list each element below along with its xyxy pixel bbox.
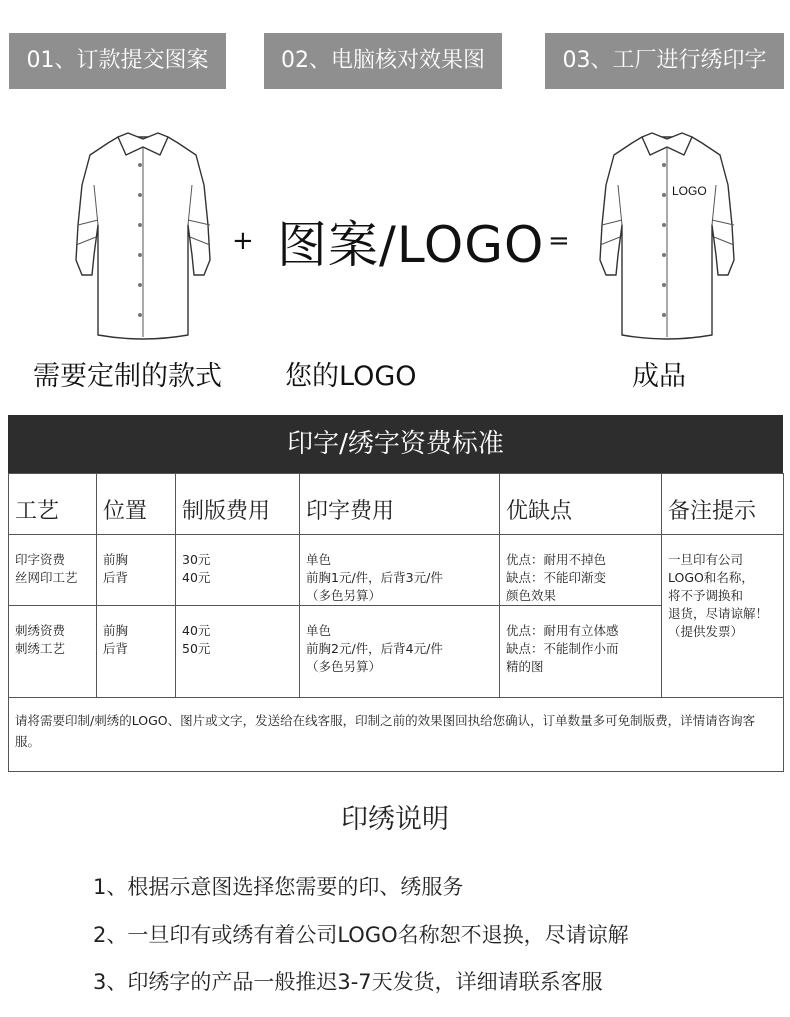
fee-table <box>8 473 784 772</box>
cell-pros-cons: 优点：耐用不掉色 缺点：不能印渐变 颜色效果 <box>500 535 662 606</box>
guide-item-1: 1、根据示意图选择您需要的印、绣服务 <box>93 875 464 899</box>
header-pros-cons: 优缺点 <box>500 474 662 535</box>
header-remark: 备注提示 <box>662 474 784 535</box>
cell-pros-cons: 优点：耐用有立体感 缺点：不能制作小而 精的图 <box>500 606 662 698</box>
guide-title: 印绣说明 <box>341 804 449 835</box>
caption-custom-style: 需要定制的款式 <box>33 361 222 392</box>
cell-print-fee: 单色 前胸1元/件，后背3元/件 （多色另算） <box>300 535 500 606</box>
process-steps <box>0 33 790 89</box>
step-2-banner: 02、电脑核对效果图 <box>264 33 502 89</box>
cell-plate-fee: 40元 50元 <box>176 606 300 698</box>
plus-sign: + <box>232 226 254 256</box>
shirt-logo-text: LOGO <box>672 184 707 198</box>
equals-sign: = <box>548 226 570 256</box>
guide-item-3: 3、印绣字的产品一般推迟3-7天发货，详细请联系客服 <box>93 970 603 994</box>
caption-finished-product: 成品 <box>632 361 686 392</box>
cell-print-fee: 单色 前胸2元/件，后背4元/件 （多色另算） <box>300 606 500 698</box>
table-row <box>9 535 784 606</box>
cell-remark: 一旦印有公司 LOGO和名称， 将不予调换和 退货，尽请谅解！ （提供发票） <box>662 535 784 698</box>
cell-craft: 刺绣资费 刺绣工艺 <box>9 606 97 698</box>
header-plate-fee: 制版费用 <box>176 474 300 535</box>
step-1-banner: 01、订款提交图案 <box>9 33 226 89</box>
caption-your-logo: 您的LOGO <box>285 361 417 392</box>
cell-plate-fee: 30元 40元 <box>176 535 300 606</box>
step-3-banner: 03、工厂进行绣印字 <box>545 33 784 89</box>
cell-position: 前胸 后背 <box>97 606 176 698</box>
cell-position: 前胸 后背 <box>97 535 176 606</box>
finished-shirt-illustration <box>592 125 742 345</box>
plain-shirt-illustration <box>68 125 218 345</box>
order-note: 请将需要印制/刺绣的LOGO、图片或文字，发送给在线客服，印制之前的效果图回执给您确认，订单数量多可免制版费，详情请咨询客服。 <box>9 698 784 772</box>
table-header-row <box>9 474 784 535</box>
header-craft: 工艺 <box>9 474 97 535</box>
header-position: 位置 <box>97 474 176 535</box>
pattern-logo-text: 图案/LOGO <box>277 216 545 274</box>
table-note-row <box>9 698 784 772</box>
header-print-fee: 印字费用 <box>300 474 500 535</box>
guide-item-2: 2、一旦印有或绣有着公司LOGO名称恕不退换，尽请谅解 <box>93 923 629 947</box>
fee-table-title: 印字/绣字资费标准 <box>8 415 783 473</box>
cell-craft: 印字资费 丝网印工艺 <box>9 535 97 606</box>
